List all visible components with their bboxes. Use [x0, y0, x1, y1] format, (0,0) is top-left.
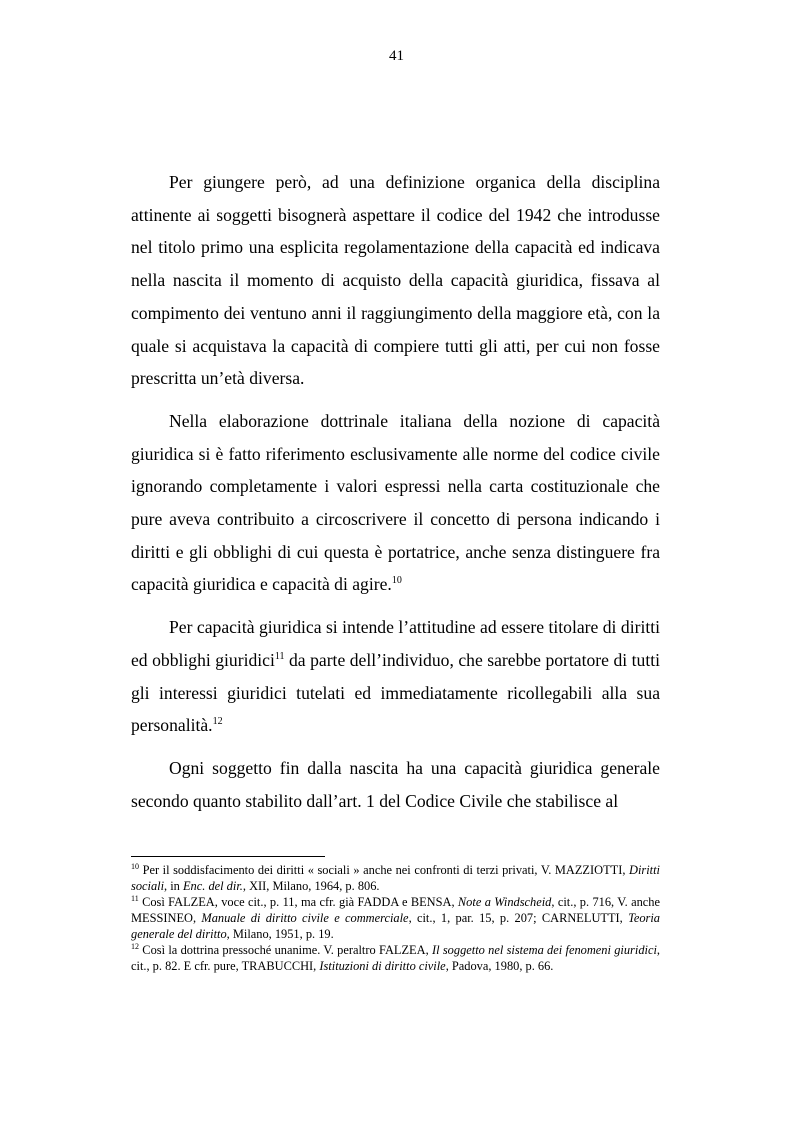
- footnote-number: 12: [131, 942, 139, 951]
- footnote-ref-11[interactable]: 11: [274, 650, 285, 662]
- paragraph: [131, 611, 660, 742]
- body-text: [131, 166, 660, 817]
- footnote-12: [131, 942, 660, 974]
- footnote-title: Teoria generale del diritto,: [131, 911, 661, 941]
- page-number: 41: [389, 48, 404, 64]
- footnotes: [131, 862, 660, 974]
- footnote-number: 10: [131, 862, 139, 871]
- footnote-number: 11: [131, 894, 139, 903]
- footnote-text: , cit., 1, par. 15, p. 207; CARNELUTTI,: [408, 911, 629, 925]
- footnote-ref-12[interactable]: 12: [212, 716, 223, 728]
- paragraph: [131, 166, 660, 395]
- footnote-10: [131, 862, 660, 894]
- footnote-title: Enc. del dir.: [182, 879, 243, 893]
- footnote-ref-10[interactable]: 10: [391, 575, 402, 587]
- footnote-text: , XII, Milano, 1964, p. 806.: [242, 879, 380, 893]
- footnote-title: Note a Windscheid: [457, 895, 552, 909]
- footnote-text: Così la dottrina pressoché unanime. V. peraltro FALZEA,: [139, 943, 432, 957]
- footnote-11: [131, 894, 660, 942]
- paragraph-text: Per capacità giuridica si intende l’attitudine ad essere titolare di diritti ed obblighi giuridici: [131, 617, 660, 670]
- footnote-text: Per il soddisfacimento dei diritti « sociali » anche nei confronti di terzi privati, V. MAZZIOTTI,: [139, 863, 630, 877]
- paragraph: [131, 405, 660, 601]
- footnote-separator: [131, 856, 325, 857]
- footnote-text: , cit., p. 82. E cfr. pure, TRABUCCHI,: [131, 943, 661, 973]
- paragraph-text: da parte dell’individuo, che sarebbe portatore di tutti gli interessi giuridici tutelati ed immediatamente ricollegabili alla sua personalità.: [131, 649, 660, 736]
- footnote-text: , in: [164, 879, 183, 893]
- footnote-text: Milano, 1951, p. 19.: [229, 927, 334, 941]
- footnote-text: Così FALZEA, voce cit., p. 11, ma cfr. già FADDA e BENSA,: [138, 895, 458, 909]
- footnote-title: Diritti sociali: [131, 863, 660, 893]
- footnote-text: , Padova, 1980, p. 66.: [445, 959, 554, 973]
- footnote-title: Manuale di diritto civile e commerciale: [201, 911, 409, 925]
- paragraph-text: Ogni soggetto fin dalla nascita ha una capacità giuridica generale secondo quanto stabilito dall’art. 1 del Codice Civile che stabilisce al: [131, 757, 660, 811]
- footnote-text: , cit., p. 716, V. anche MESSINEO,: [131, 895, 660, 925]
- footnote-title: Il soggetto nel sistema dei fenomeni giuridici: [431, 943, 657, 957]
- footnote-title: Istituzioni di diritto civile: [319, 959, 446, 973]
- paragraph-text: Nella elaborazione dottrinale italiana della nozione di capacità giuridica si è fatto riferimento esclusivamente alle norme del codice civile ignorando completamente i valori espressi nella carta costituzionale che pure aveva contribuito a circoscrivere il concetto di persona indicando i diritti e gli obblighi di cui questa è portatrice, anche senza distinguere fra capacità giuridica e capacità di agire.: [131, 410, 660, 595]
- paragraph: [131, 752, 660, 817]
- paragraph-text: Per giungere però, ad una definizione organica della disciplina attinente ai soggetti bisognerà aspettare il codice del 1942 che introdusse nel titolo primo una esplicita regolamentazione della capacità ed indicava nella nascita il momento di acquisto della capacità giuridica, fissava al compimento dei ventuno anni il raggiungimento della maggiore età, con la quale si acquistava la capacità di compiere tutti gli atti, per cui non fosse prescritta un’età diversa.: [131, 172, 660, 389]
